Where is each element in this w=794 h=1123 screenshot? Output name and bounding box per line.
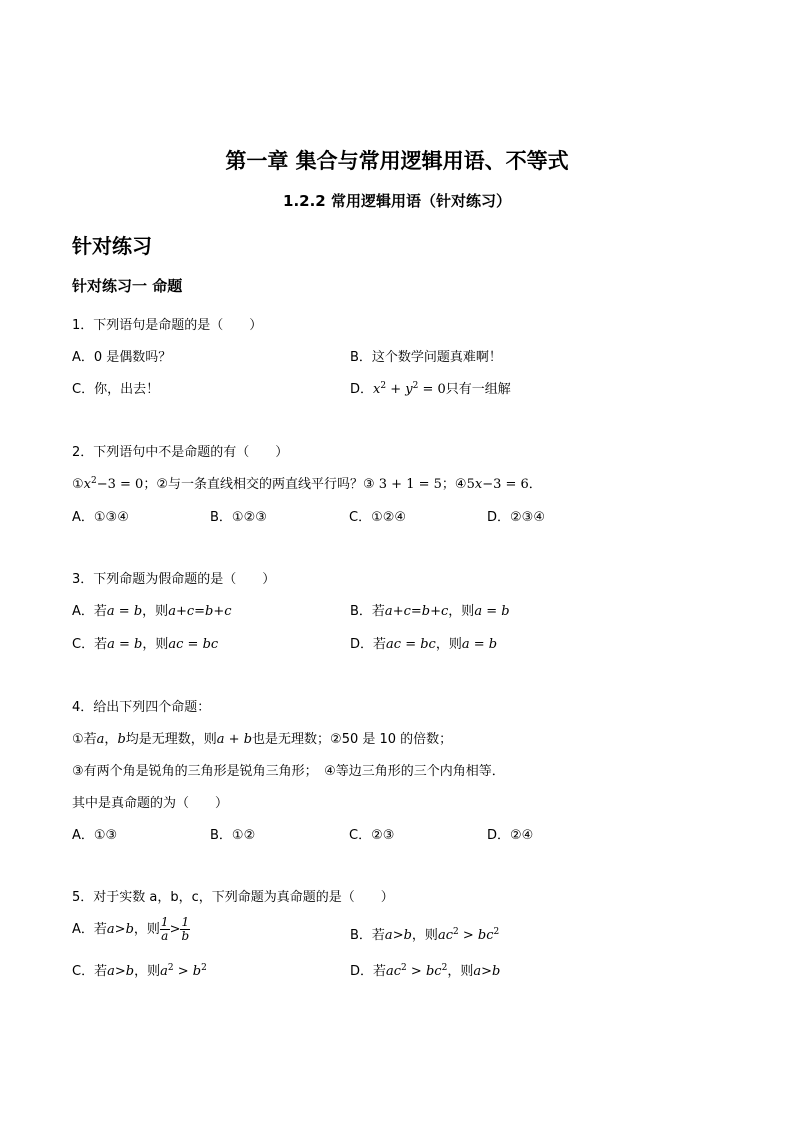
text-fragment: B．若 [350, 928, 385, 943]
text-fragment: ；②与一条直线相交的两直线平行吗？③ [143, 477, 375, 492]
question-4-line-2: ③有两个角是锐角的三角形是锐角三角形； ④等边三角形的三个内角相等． [72, 764, 505, 779]
math-expression: a+c=b+c [168, 604, 232, 619]
question-5-option-d [350, 960, 500, 979]
text-fragment: ① [72, 477, 84, 492]
math-expression: > [169, 922, 181, 937]
question-4-option-b: B．①② [210, 828, 256, 843]
section-heading: 针对练习 [72, 234, 152, 258]
question-5-option-b [350, 924, 499, 943]
text-fragment: ，则 [411, 928, 438, 943]
text-fragment: ， [104, 732, 118, 747]
question-2-stem: 2．下列语句中不是命题的有（ ） [72, 445, 289, 460]
math-expression: b [117, 732, 126, 747]
text-fragment: ，则 [142, 637, 169, 652]
text-fragment: C．若 [72, 964, 108, 979]
math-expression: a = b [107, 637, 143, 652]
text-fragment: C．若 [72, 637, 108, 652]
math-expression: a = b [474, 604, 510, 619]
question-3-option-a [72, 600, 232, 619]
question-2-statements [72, 473, 542, 492]
text-fragment: ①若 [72, 732, 97, 747]
question-2-option-c: C．①②④ [349, 510, 407, 525]
math-expression: a [96, 732, 105, 747]
page-title: 第一章 集合与常用逻辑用语、不等式 [225, 149, 569, 173]
question-4-line-3: 其中是真命题的为（ ） [72, 796, 229, 811]
question-5-option-a [72, 916, 190, 943]
text-fragment: ，则 [448, 604, 475, 619]
question-1-option-a: A．0 是偶数吗？ [72, 350, 172, 365]
math-expression: a>b [384, 928, 412, 943]
question-5-option-c [72, 960, 207, 979]
math-expression: a = b [106, 604, 143, 619]
math-expression: $a^2 > b^2$ [160, 963, 207, 979]
page-subtitle: 1.2.2 常用逻辑用语（针对练习） [283, 192, 511, 210]
option-text: 只有一组解 [445, 382, 511, 397]
math-expression: $x^2-3 = 0$ [83, 476, 144, 492]
math-expression: a+c=b+c [384, 604, 449, 619]
text-fragment: ． [528, 477, 542, 492]
math-expression: 5x−3 = 6 [466, 477, 529, 492]
math-expression: ac = bc [386, 637, 436, 652]
text-fragment: ，则 [133, 922, 160, 937]
question-3-option-c [72, 633, 218, 652]
math-expression: 3 + 1 = 5 [374, 477, 442, 492]
text-fragment: ，则 [134, 964, 161, 979]
question-1-option-c: C．你，出去！ [72, 382, 160, 397]
option-label: D． [350, 382, 374, 397]
fraction: $\frac{1}{b}$ [181, 915, 190, 943]
question-1-option-b: B．这个数学问题真难啊！ [350, 350, 502, 365]
question-3-option-d [350, 633, 497, 652]
text-fragment: D．若 [350, 637, 387, 652]
text-fragment: 也是无理数；②50 是 10 的倍数； [252, 732, 453, 747]
question-4-option-d: D．②④ [487, 828, 534, 843]
question-4-line-1 [72, 728, 452, 747]
question-4-option-c: C．②③ [349, 828, 395, 843]
question-4-stem: 4．给出下列四个命题： [72, 700, 211, 715]
math-expression: $x^2 + y^2 = 0$ [373, 381, 446, 397]
question-1-stem: 1．下列语句是命题的是（ ） [72, 318, 263, 333]
question-3-option-b [350, 600, 510, 619]
question-2-option-d: D．②③④ [487, 510, 545, 525]
text-fragment: B．若 [350, 604, 385, 619]
math-expression: $ac^2 > bc^2$ [437, 927, 500, 943]
text-fragment: 均是无理数，则 [125, 732, 217, 747]
math-expression: $ac^2 > bc^2$ [386, 963, 448, 979]
math-expression: a + b [216, 732, 253, 747]
text-fragment: ，则 [142, 604, 169, 619]
text-fragment: D．若 [350, 964, 387, 979]
question-2-option-b: B．①②③ [210, 510, 267, 525]
text-fragment: A．若 [72, 922, 107, 937]
question-2-option-a: A．①③④ [72, 510, 129, 525]
text-fragment: ；④ [441, 477, 467, 492]
math-expression: ac = bc [168, 637, 219, 652]
question-3-stem: 3．下列命题为假命题的是（ ） [72, 572, 276, 587]
question-4-option-a: A．①③ [72, 828, 118, 843]
math-expression: a = b [461, 637, 498, 652]
subsection-heading: 针对练习一 命题 [72, 277, 183, 295]
math-expression: a>b [106, 922, 134, 937]
fraction: $\frac{1}{a}$ [160, 915, 169, 943]
math-expression: a>b [473, 964, 501, 979]
text-fragment: A．若 [72, 604, 107, 619]
question-5-stem: 5．对于实数 a，b，c，下列命题为真命题的是（ ） [72, 890, 394, 905]
text-fragment: ，则 [435, 637, 462, 652]
text-fragment: ，则 [447, 964, 474, 979]
question-1-option-d [350, 378, 511, 397]
math-expression: a>b [107, 964, 135, 979]
